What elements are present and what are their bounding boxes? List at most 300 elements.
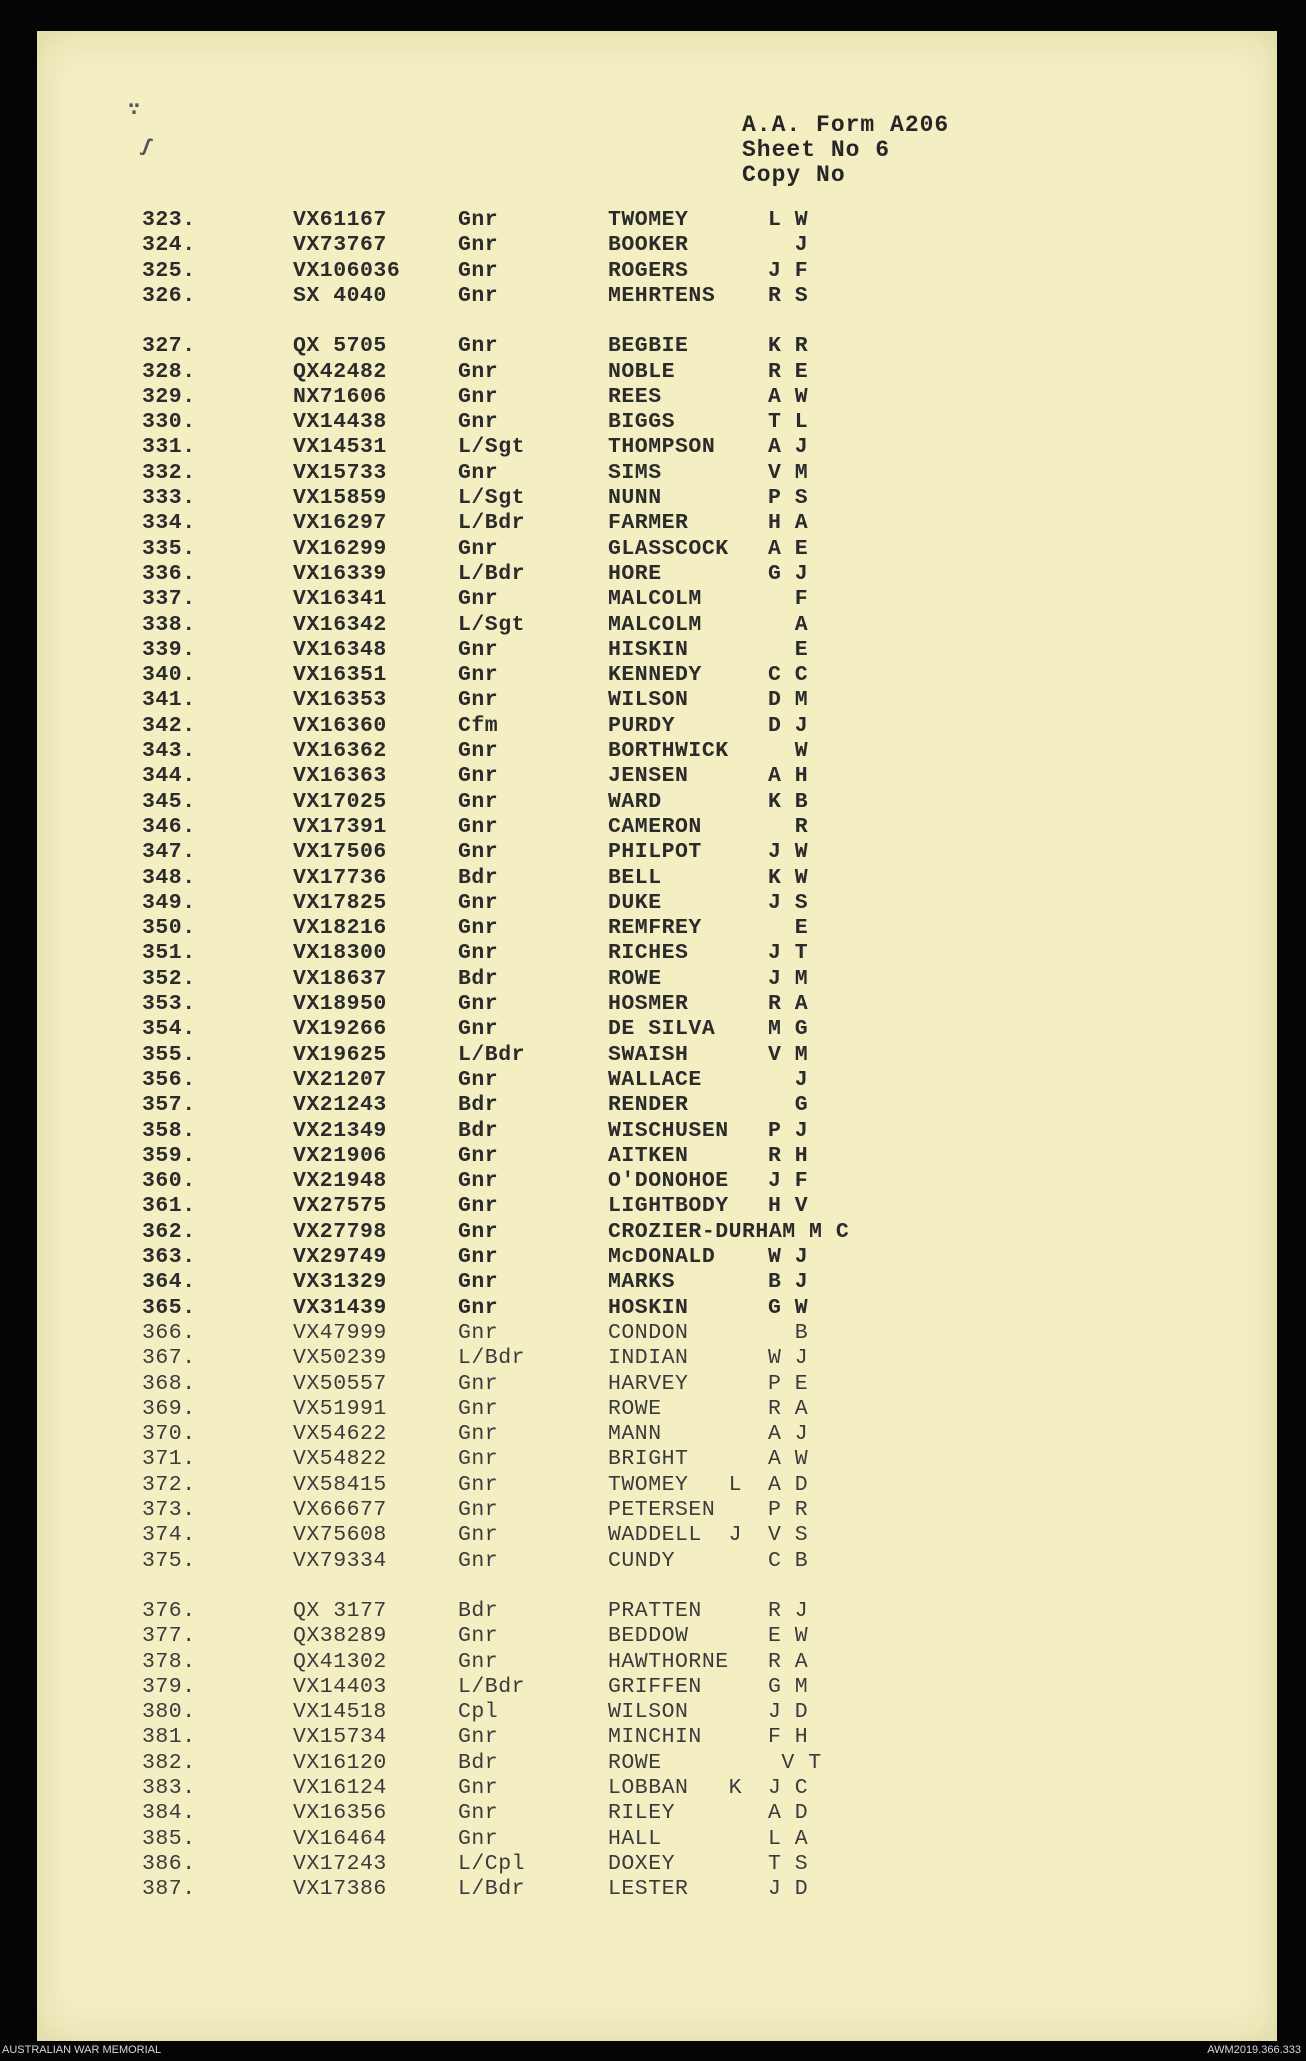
rank: Gnr [458,233,499,258]
serial-number: 341. [142,688,196,713]
initials: C C [768,663,809,688]
service-number: VX21349 [293,1118,387,1143]
service-number: VX16124 [293,1776,387,1800]
rank: Gnr [458,359,499,384]
surname: WADDELL J [608,1523,743,1548]
service-number: VX16356 [293,1801,387,1826]
surname: HALL [608,1826,662,1851]
serial-number: 366. [142,1320,196,1345]
service-number: QX38289 [293,1624,387,1649]
serial-number: 343. [142,739,196,763]
serial-number: 336. [142,561,196,586]
initials: R A [768,1649,809,1674]
service-number: VX16464 [293,1826,387,1851]
serial-number: 380. [142,1700,196,1725]
rank: Gnr [458,992,499,1016]
serial-number: 387. [142,1877,196,1902]
surname: McDONALD [608,1245,716,1269]
initials: W J [768,1346,809,1371]
serial-number: 331. [142,435,196,460]
rank: L/Sgt [458,486,526,510]
serial-number: 326. [142,283,196,308]
serial-number: 374. [142,1523,196,1548]
initials: J [768,1067,809,1092]
service-number: VX16339 [293,561,387,586]
serial-number: 346. [142,814,196,839]
service-number: VX75608 [293,1523,387,1548]
serial-number: 352. [142,966,196,991]
service-number: VX18950 [293,992,387,1016]
serial-number: 324. [142,233,196,258]
surname: WILSON [608,1700,689,1725]
service-number: VX66677 [293,1498,387,1522]
service-number: NX71606 [293,384,387,409]
rank: Gnr [458,663,499,688]
surname: BOOKER [608,233,689,258]
rank: Bdr [458,966,499,991]
service-number: VX79334 [293,1548,387,1573]
rank: Gnr [458,1245,499,1269]
rank: Gnr [458,688,499,713]
service-number: VX19266 [293,1017,387,1042]
rank: L/Bdr [458,511,526,536]
service-number: VX16351 [293,663,387,688]
service-number: VX16362 [293,739,387,763]
surname: TWOMEY [608,208,689,232]
surname: ROWE [608,1750,662,1775]
surname: HISKIN [608,637,689,662]
form-number: A.A. Form A206 [742,112,950,138]
rank: Gnr [458,890,499,915]
serial-number: 349. [142,890,196,915]
surname: CROZIER-DURHAM M C [608,1219,850,1244]
rank: Gnr [458,916,499,941]
service-number: VX16348 [293,637,387,662]
initials: V M [768,460,809,485]
surname: DE SILVA [608,1017,716,1042]
rank: Gnr [458,1320,499,1345]
initials: L A [768,1826,809,1851]
initials: W J [768,1245,809,1269]
surname: DUKE [608,890,662,915]
service-number: VX106036 [293,258,401,283]
surname: MEHRTENS [608,283,716,308]
rank: L/Cpl [458,1851,526,1876]
serial-number: 363. [142,1245,196,1269]
initials: A D [768,1472,809,1497]
surname: REMFREY [608,916,702,941]
surname: BORTHWICK [608,739,729,763]
rank: Bdr [458,1118,499,1143]
serial-number: 376. [142,1598,196,1623]
serial-number: 335. [142,536,196,561]
initials: J C [768,1776,809,1800]
surname: HOSMER [608,992,689,1016]
rank: L/Bdr [458,1346,526,1371]
serial-number: 362. [142,1219,196,1244]
rank: Gnr [458,941,499,966]
surname: LESTER [608,1877,689,1902]
service-number: VX17025 [293,789,387,814]
rank: Gnr [458,1649,499,1674]
service-number: VX14518 [293,1700,387,1725]
serial-number: 367. [142,1346,196,1371]
serial-number: 354. [142,1017,196,1042]
initials: L W [768,208,809,232]
serial-number: 350. [142,916,196,941]
surname: LIGHTBODY [608,1194,729,1219]
serial-number: 330. [142,410,196,435]
rank: Bdr [458,1093,499,1118]
initials: P R [768,1498,809,1522]
initials: D M [768,688,809,713]
service-number: VX17391 [293,814,387,839]
surname: ROGERS [608,258,689,283]
initials: A H [768,764,809,789]
rank: Gnr [458,536,499,561]
initials: J [768,233,809,258]
surname: WISCHUSEN [608,1118,729,1143]
rank: Gnr [458,1523,499,1548]
service-number: VX17506 [293,840,387,865]
service-number: VX16299 [293,536,387,561]
rank: Gnr [458,1143,499,1168]
initials: P E [768,1371,809,1396]
initials: P S [768,486,809,510]
initials: V T [768,1750,822,1775]
surname: KENNEDY [608,663,702,688]
surname: INDIAN [608,1346,689,1371]
rank: Gnr [458,1067,499,1092]
serial-number: 369. [142,1396,196,1421]
rank: L/Sgt [458,612,526,637]
serial-number: 329. [142,384,196,409]
serial-number: 383. [142,1776,196,1800]
serial-number: 339. [142,637,196,662]
serial-number: 386. [142,1851,196,1876]
rank: Gnr [458,1270,499,1295]
rank: L/Bdr [458,1877,526,1902]
surname: PRATTEN [608,1598,702,1623]
service-number: VX21207 [293,1067,387,1092]
surname: ROWE [608,966,662,991]
surname: FARMER [608,511,689,536]
service-number: VX21243 [293,1093,387,1118]
rank: Gnr [458,1219,499,1244]
service-number: SX 4040 [293,283,387,308]
service-number: VX15733 [293,460,387,485]
initials: A D [768,1801,809,1826]
initials: G W [768,1295,809,1320]
surname: O'DONOHOE [608,1169,729,1194]
surname: LOBBAN K [608,1776,743,1800]
initials: J D [768,1700,809,1725]
rank: Bdr [458,1598,499,1623]
service-number: VX73767 [293,233,387,258]
initials: R E [768,359,809,384]
rank: Gnr [458,764,499,789]
service-number: VX18300 [293,941,387,966]
initials: J F [768,1169,809,1194]
surname: REES [608,384,662,409]
surname: THOMPSON [608,435,716,460]
serial-number: 378. [142,1649,196,1674]
initials: K B [768,789,809,814]
rank: Gnr [458,208,499,232]
serial-number: 361. [142,1194,196,1219]
rank: Gnr [458,460,499,485]
rank: Gnr [458,840,499,865]
initials: W [768,739,809,763]
service-number: VX31439 [293,1295,387,1320]
service-number: VX50239 [293,1346,387,1371]
initials: T L [768,410,809,435]
archive-reference: AWM2019.366.333 [1207,2044,1301,2056]
initials: K W [768,865,809,890]
surname: DOXEY [608,1851,676,1876]
initials: V M [768,1042,809,1067]
initials: G J [768,561,809,586]
sheet-number: Sheet No 6 [742,137,891,163]
initials: A W [768,1447,809,1472]
serial-number: 371. [142,1447,196,1472]
initials: H V [768,1194,809,1219]
serial-number: 365. [142,1295,196,1320]
surname: BIGGS [608,410,676,435]
surname: PETERSEN [608,1498,716,1522]
serial-number: 375. [142,1548,196,1573]
service-number: VX17243 [293,1851,387,1876]
service-number: VX16120 [293,1750,387,1775]
rank: Gnr [458,814,499,839]
rank: L/Sgt [458,435,526,460]
surname: WILSON [608,688,689,713]
rank: L/Bdr [458,1042,526,1067]
serial-number: 351. [142,941,196,966]
serial-number: 328. [142,359,196,384]
rank: Gnr [458,587,499,612]
initials: R J [768,1598,809,1623]
rank: Gnr [458,258,499,283]
initials: B [768,1320,809,1345]
initials: A [768,612,809,637]
serial-number: 325. [142,258,196,283]
serial-number: 360. [142,1169,196,1194]
rank: Gnr [458,283,499,308]
serial-number: 381. [142,1725,196,1750]
rank: Gnr [458,334,499,359]
serial-number: 337. [142,587,196,612]
service-number: QX41302 [293,1649,387,1674]
initials: J F [768,258,809,283]
service-number: VX18637 [293,966,387,991]
serial-number: 332. [142,460,196,485]
serial-number: 342. [142,713,196,738]
initials: V S [768,1523,809,1548]
rank: L/Bdr [458,561,526,586]
rank: Gnr [458,1801,499,1826]
surname: NUNN [608,486,662,510]
serial-number: 333. [142,486,196,510]
serial-number: 323. [142,208,196,232]
service-number: VX15734 [293,1725,387,1750]
initials: F H [768,1725,809,1750]
rank: Gnr [458,1447,499,1472]
serial-number: 379. [142,1674,196,1699]
surname: SIMS [608,460,662,485]
initials: G [768,1093,809,1118]
service-number: VX14531 [293,435,387,460]
initials: H A [768,511,809,536]
surname: GLASSCOCK [608,536,729,561]
service-number: VX54822 [293,1447,387,1472]
serial-number: 357. [142,1093,196,1118]
initials: A W [768,384,809,409]
surname: GRIFFEN [608,1674,702,1699]
serial-number: 356. [142,1067,196,1092]
surname: WALLACE [608,1067,702,1092]
serial-number: 364. [142,1270,196,1295]
surname: ROWE [608,1396,662,1421]
service-number: VX19625 [293,1042,387,1067]
surname: CONDON [608,1320,689,1345]
service-number: QX42482 [293,359,387,384]
rank: Gnr [458,410,499,435]
rank: Gnr [458,637,499,662]
service-number: VX16360 [293,713,387,738]
surname: NOBLE [608,359,676,384]
initials: A E [768,536,809,561]
initials: J T [768,941,809,966]
initials: R A [768,1396,809,1421]
serial-number: 348. [142,865,196,890]
rank: Gnr [458,1472,499,1497]
initials: A J [768,435,809,460]
surname: CUNDY [608,1548,676,1573]
serial-number: 370. [142,1422,196,1447]
surname: TWOMEY L [608,1472,743,1497]
surname: HOSKIN [608,1295,689,1320]
rank: Bdr [458,1750,499,1775]
rank: Gnr [458,384,499,409]
service-number: VX58415 [293,1472,387,1497]
surname: CAMERON [608,814,702,839]
initials: B J [768,1270,809,1295]
surname: MANN [608,1422,662,1447]
serial-number: 355. [142,1042,196,1067]
initials: E [768,637,809,662]
serial-number: 377. [142,1624,196,1649]
service-number: VX21948 [293,1169,387,1194]
serial-number: 347. [142,840,196,865]
serial-number: 385. [142,1826,196,1851]
surname: SWAISH [608,1042,689,1067]
serial-number: 384. [142,1801,196,1826]
service-number: VX61167 [293,208,387,232]
archive-credit: AUSTRALIAN WAR MEMORIAL [2,2044,162,2056]
service-number: VX51991 [293,1396,387,1421]
initials: C B [768,1548,809,1573]
serial-number: 359. [142,1143,196,1168]
service-number: VX16297 [293,511,387,536]
initials: R H [768,1143,809,1168]
surname: HARVEY [608,1371,689,1396]
initials: J W [768,840,809,865]
initials: J S [768,890,809,915]
service-number: VX14438 [293,410,387,435]
service-number: VX54622 [293,1422,387,1447]
rank: Gnr [458,1548,499,1573]
service-number: VX27575 [293,1194,387,1219]
serial-number: 345. [142,789,196,814]
serial-number: 327. [142,334,196,359]
rank: Gnr [458,1725,499,1750]
handwritten-mark: ʃ [136,134,156,161]
service-number: VX16363 [293,764,387,789]
surname: AITKEN [608,1143,689,1168]
surname: BEDDOW [608,1624,689,1649]
service-number: QX 3177 [293,1598,387,1623]
service-number: VX21906 [293,1143,387,1168]
rank: Cpl [458,1700,499,1725]
rank: Bdr [458,865,499,890]
service-number: VX16342 [293,612,387,637]
serial-number: 368. [142,1371,196,1396]
serial-number: 338. [142,612,196,637]
service-number: VX16353 [293,688,387,713]
rank: Gnr [458,1422,499,1447]
serial-number: 340. [142,663,196,688]
surname: MALCOLM [608,587,702,612]
rank: Gnr [458,1396,499,1421]
service-number: VX27798 [293,1219,387,1244]
initials: E W [768,1624,809,1649]
serial-number: 358. [142,1118,196,1143]
serial-number: 334. [142,511,196,536]
initials: J D [768,1877,809,1902]
surname: JENSEN [608,764,689,789]
rank: Gnr [458,1826,499,1851]
serial-number: 353. [142,992,196,1016]
surname: MARKS [608,1270,676,1295]
serial-number: 372. [142,1472,196,1497]
rank: Gnr [458,1169,499,1194]
initials: M G [768,1017,809,1042]
serial-number: 382. [142,1750,196,1775]
rank: Gnr [458,1624,499,1649]
initials: P J [768,1118,809,1143]
service-number: VX29749 [293,1245,387,1269]
initials: E [768,916,809,941]
service-number: VX47999 [293,1320,387,1345]
initials: T S [768,1851,809,1876]
service-number: VX15859 [293,486,387,510]
surname: PURDY [608,713,676,738]
rank: Gnr [458,789,499,814]
service-number: VX17736 [293,865,387,890]
initials: F [768,587,809,612]
rank: Gnr [458,1371,499,1396]
initials: G M [768,1674,809,1699]
rank: Cfm [458,713,499,738]
surname: PHILPOT [608,840,702,865]
rank: Gnr [458,1498,499,1522]
surname: BELL [608,865,662,890]
initials: R [768,814,809,839]
initials: R A [768,992,809,1016]
service-number: VX17386 [293,1877,387,1902]
serial-number: 373. [142,1498,196,1522]
